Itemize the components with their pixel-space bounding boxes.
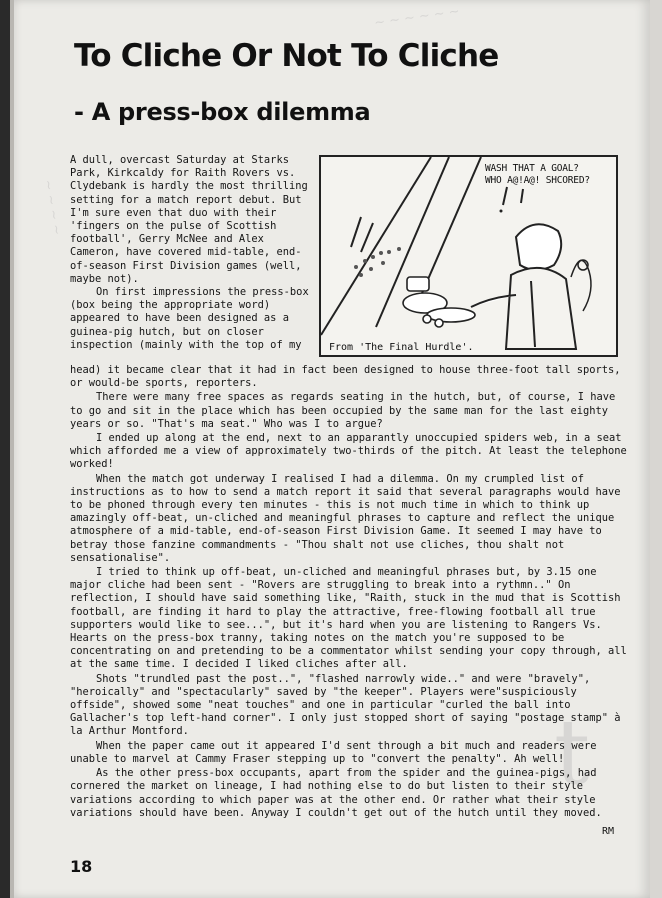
body-paragraph: head) it became clear that it had in fact been designed to house three-foot tall sports, or would-be sports, reporters. (70, 364, 621, 390)
magazine-page (14, 0, 650, 898)
body-paragraph: When the match got underway I realised I had a dilemma. On my crumpled list of instructions as to how to send a match report it said that several paragraphs would have to be phoned through every ten minutes - this is not much time in which to think up amazingly off-beat, un-cliched and meaningful phrases to capture and reflect the unique atmosphere of a mid-table, end-of-season First Division Game. It seemed I may have to betray those fanzine commandments - "Thou shalt not use cliches, thou shalt not sensationalise". (70, 472, 621, 564)
lead-column (70, 154, 318, 352)
cartoon-illustration (319, 155, 618, 357)
body-paragraph: There were many free spaces as regards seating in the hutch, but, of course, I have to go and sit in the place which has been occupied by the same man for the last eighty years or so. "That's ma seat." Who was I to argue? (70, 391, 616, 430)
speech-line: WHO A@!A@! SHCORED? (485, 175, 590, 186)
lead-paragraph: On first impressions the press-box (box being the appropriate word) appeared to have been designed as a guinea-pig hutch, but on closer inspection (mainly with the top of my (70, 286, 309, 351)
speech-line: WASH THAT A GOAL? (485, 163, 579, 174)
body-paragraph: When the paper came out it appeared I'd sent through a bit much and readers were unable to marvel at Cammy Fraser stepping up to "convert the penalty". Ah well! (70, 739, 597, 765)
lead-paragraph: A dull, overcast Saturday at Starks Park, Kirkcaldy for Raith Rovers vs. Clydebank is hardly the most thrilling setting for a match report debut. But I'm sure even that duo with their 'fingers on the pulse of Scottish football', Gerry McNee and Alex Cameron, have covered mid-table, end-of-season First Division games (well, maybe not). (70, 154, 308, 285)
cartoon-caption: From 'The Final Hurdle'. (329, 342, 474, 353)
body-paragraph: I ended up along at the end, next to an apparantly unoccupied spiders web, in a seat which afforded me a view of approximately two-thirds of the pitch. At least the telephone worked! (70, 432, 627, 471)
article-subtitle: - A press-box dilemma (74, 98, 371, 126)
show-through-ghost: ~ ~ ~ ~ ~ ~ (373, 4, 461, 31)
body-paragraph: Shots "trundled past the post..", "flashed narrowly wide.." and were "bravely", "heroically" and "spectacularly" saved by "the keeper". Players were"suspiciously offside", showed some "neat touches" and one in particular "curled the ball into Gallacher's top left-hand corner". I only just stopped short of saying "postage stamp" à la Arthur Montford. (70, 672, 621, 738)
speech-bubble (485, 163, 615, 187)
body-column (70, 364, 630, 820)
article-title: To Cliche Or Not To Cliche (74, 38, 499, 74)
show-through-ghost: t (554, 700, 591, 805)
body-paragraph: As the other press-box occupants, apart from the spider and the guinea-pigs, had cornered the market on lineage, I had nothing else to do but listen to their style variations according to which paper was at the other end. Or rather what their style variations should have been. Anyway I couldn't get out of the hutch until they moved. (70, 767, 602, 819)
author-initials: RM (602, 826, 615, 837)
page-number: 18 (70, 857, 93, 876)
body-paragraph: I tried to think up off-beat, un-cliched and meaningful phrases but, by 3.15 one major cliche had been sent - "Rovers are struggling to break into a rythmn.." On reflection, I should have said something like, "Raith, stuck in the mud that is Scottish football, are finding it hard to play the attractive, free-flowing football all true supporters would like to see...", but it's hard when you are listening to Rangers Vs. Hearts on the press-box tranny, taking notes on the match you're supposed to be concentrating on and pretending to be a commentator whilst sending your copy through, all at the same time. I decided I liked cliches after all. (70, 566, 627, 671)
show-through-ghost: ~ ~ ~ ~ (39, 178, 65, 237)
binding-spine (0, 0, 14, 898)
